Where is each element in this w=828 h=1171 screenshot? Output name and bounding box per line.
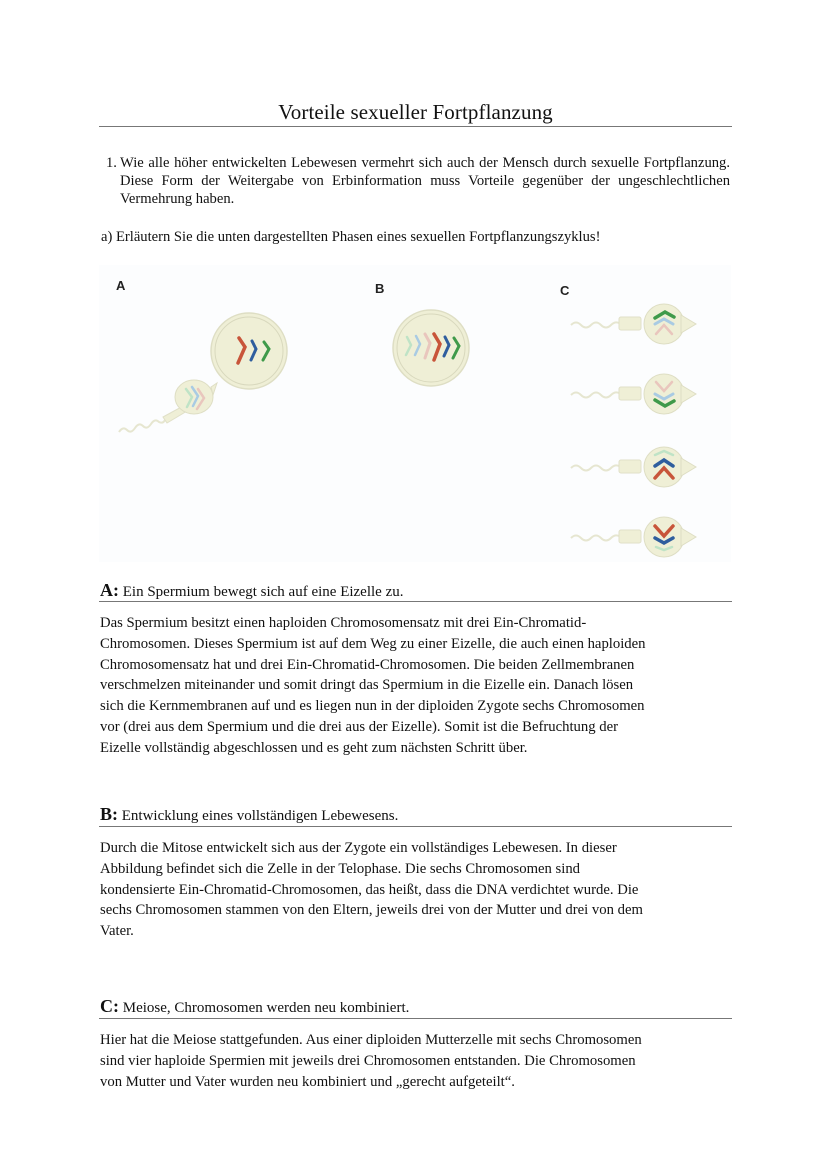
text-line: sind vier haploide Spermien mit jeweils drei Chromosomen entstanden. Die Chromosomen <box>100 1052 636 1069</box>
text-line: sechs Chromosomen stammen von den Eltern, jeweils drei von der Mutter und drei von dem <box>100 902 643 919</box>
text-line: kondensierte Ein-Chromatid-Chromosomen, das heißt, dass die DNA verdichtet wurde. Die <box>100 881 639 898</box>
task-text: Wie alle höher entwickelten Lebewesen vermehrt sich auch der Mensch durch sexuelle Fortpflanzung. Diese Form der Weitergabe von Erbinformation muss Vorteile gegenüber der ungeschlechtlichen Vermehrung haben. <box>120 155 730 207</box>
text-line: Abbildung befindet sich die Zelle in der Telophase. Die sechs Chromosomen sind <box>100 860 581 877</box>
section-a-label: A: <box>100 580 119 600</box>
section-c-title: Meiose, Chromosomen werden neu kombiniert. <box>122 1000 410 1016</box>
section-c-rule <box>99 1018 732 1019</box>
section-b-title: Entwicklung eines vollständigen Lebewesens. <box>121 808 399 824</box>
text-line: Durch die Mitose entwickelt sich aus der Zygote ein vollständiges Lebewesen. In dieser <box>100 840 617 856</box>
text-line: von Mutter und Vater wurden neu kombiniert und „gerecht aufgeteilt“. <box>100 1073 515 1090</box>
page-title: Vorteile sexueller Fortpflanzung <box>278 100 553 124</box>
subquestion-a: a) Erläutern Sie die unten dargestellten Phasen eines sexuellen Fortpflanzungszyklus! <box>101 229 601 245</box>
panel-c-sperm-2 <box>571 374 696 414</box>
section-c-heading <box>100 996 409 1018</box>
panel-c-sperm-4 <box>571 517 696 557</box>
panel-label-c: C <box>560 283 570 298</box>
reproduction-cycle-figure <box>99 265 731 562</box>
text-line: Hier hat die Meiose stattgefunden. Aus einer diploiden Mutterzelle mit sechs Chromosomen <box>100 1032 642 1048</box>
panel-label-a: A <box>116 278 126 293</box>
figure-svg <box>99 265 731 562</box>
text-line: sich die Kernmembranen auf und es liegen nun in der diploiden Zygote sechs Chromosomen <box>100 698 645 715</box>
section-a-rule <box>99 601 732 602</box>
text-line: verschmelzen miteinander und somit dringt das Spermium in die Eizelle ein. Danach lösen <box>100 677 634 694</box>
text-line: Eizelle vollständig abgeschlossen und es geht zum nächsten Schritt über. <box>100 739 528 756</box>
task-number: 1. <box>106 155 117 171</box>
panel-label-b: B <box>375 281 385 296</box>
section-b-heading <box>100 804 398 826</box>
panel-c-sperm-1 <box>571 304 696 344</box>
task-1 <box>100 154 730 208</box>
text-line: vor (drei aus dem Spermium und die drei aus der Eizelle). Somit ist die Befruchtung der <box>100 718 619 735</box>
panel-a-egg-cell <box>211 313 287 389</box>
section-a-heading <box>100 580 404 602</box>
section-a-body <box>100 613 730 759</box>
panel-c-sperm-3 <box>571 447 696 487</box>
section-b-label: B: <box>100 804 118 824</box>
title-underline <box>99 126 732 127</box>
text-line: Vater. <box>100 923 134 940</box>
panel-a-sperm <box>119 380 217 432</box>
panel-b-diploid-cell <box>393 310 469 386</box>
section-c-body <box>100 1030 730 1092</box>
section-b-rule <box>99 826 732 827</box>
text-line: Chromosomen. Dieses Spermium ist auf dem Weg zu einer Eizelle, die auch einen haploiden <box>100 635 646 652</box>
section-b-body <box>100 838 730 942</box>
section-c-label: C: <box>100 996 119 1016</box>
section-a-title: Ein Spermium bewegt sich auf eine Eizelle zu. <box>122 584 404 600</box>
text-line: Das Spermium besitzt einen haploiden Chromosomensatz mit drei Ein-Chromatid- <box>100 615 587 631</box>
text-line: Chromosomensatz hat und drei Ein-Chromatid-Chromosomen. Die beiden Zellmembranen <box>100 656 635 673</box>
